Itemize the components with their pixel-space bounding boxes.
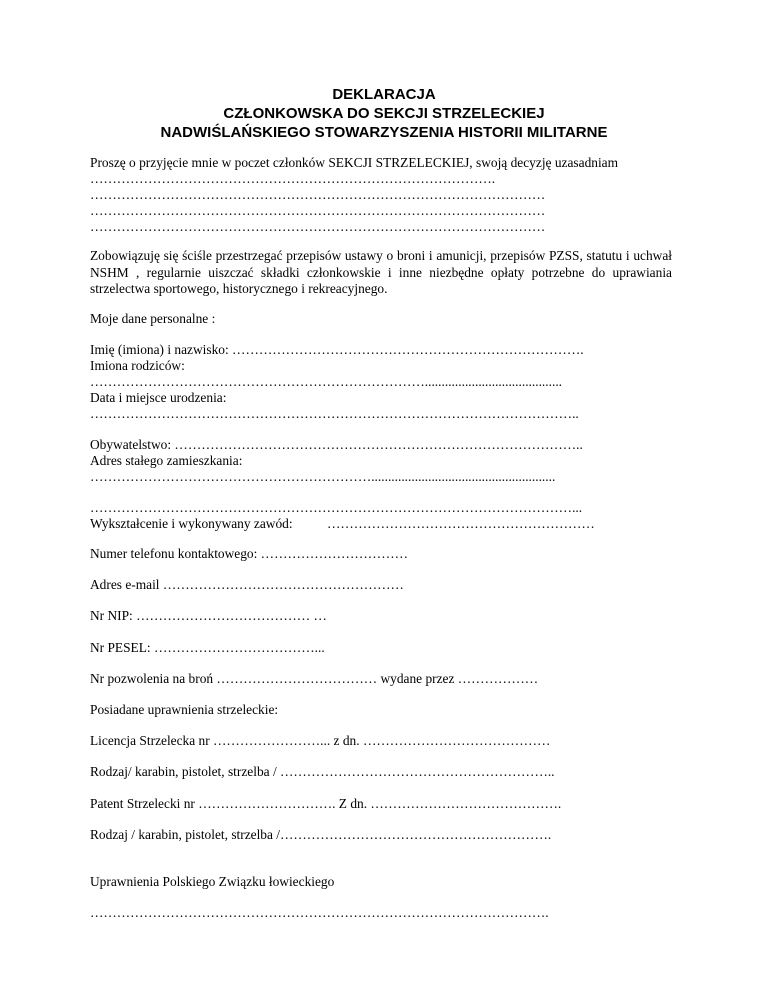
patent-type-field: Rodzaj / karabin, pistolet, strzelba /……………………………………………………. [90, 827, 552, 842]
title-line-3: NADWIŚLAŃSKIEGO STOWARZYSZENIA HISTORII MILITARNE [160, 124, 608, 141]
phone-field: Numer telefonu kontaktowego: …………………………… [90, 546, 408, 561]
birth-dots: ……………………………………………………………………………………………….. [90, 406, 579, 421]
intro-text: Proszę o przyjęcie mnie w poczet członków SEKCJI STRZELECKIEJ, swoją decyzję uzasadniam [90, 155, 619, 170]
address-label: Adres stałego zamieszkania: [90, 453, 243, 468]
email-field: Adres e-mail ……………………………………………… [90, 577, 404, 592]
education-label: Wykształcenie i wykonywany zawód: [90, 516, 293, 531]
name-field: Imię (imiona) i nazwisko: ……………………………………………………………………. [90, 342, 584, 357]
hunting-dots: …………………………………………………………………………………………. [90, 905, 549, 920]
parents-label: Imiona rodziców: [90, 358, 185, 373]
hunting-heading: Uprawnienia Polskiego Związku łowieckiego [90, 874, 335, 889]
title-line-2: CZŁONKOWSKA DO SEKCJI STRZELECKIEJ [223, 105, 545, 122]
personal-data-heading: Moje dane personalne : [90, 311, 216, 326]
commitment-paragraph: Zobowiązuję się ściśle przestrzegać przepisów ustawy o broni i amunicji, przepisów PZSS, statutu i uchwał NSHM , regularnie uiszczać składki członkowskie i inne niezbędne opłaty potrzebne do uprawiania strzelectwa sportowego, historycznego i rekreacyjnego. [90, 248, 672, 296]
address-dots: ………………………………………………………....................................................... [90, 469, 556, 484]
parents-dots: …………………………………………………………………......................................... [90, 374, 563, 389]
pesel-field: Nr PESEL: ………………………………... [90, 640, 325, 655]
birth-label: Data i miejsce urodzenia: [90, 390, 227, 405]
address-dots-2: ………………………………………………………………………………………………... [90, 500, 583, 515]
intro-dots-1: ………………………………………………………………………………. [90, 171, 496, 186]
intro-dots-2: ………………………………………………………………………………………… [90, 187, 546, 202]
license-type-field: Rodzaj/ karabin, pistolet, strzelba / …………………………………………………….. [90, 764, 555, 779]
intro-dots-3: ………………………………………………………………………………………… [90, 203, 546, 218]
nip-field: Nr NIP: ………………………………… … [90, 608, 327, 623]
shooting-license-field: Licencja Strzelecka nr ……………………... z dn. …………………………………… [90, 733, 551, 748]
intro-dots-4: ………………………………………………………………………………………… [90, 219, 546, 234]
weapon-permit-field: Nr pozwolenia na broń ……………………………… wydane przez ……………… [90, 671, 539, 686]
qualifications-heading: Posiadane uprawnienia strzeleckie: [90, 702, 279, 717]
shooting-patent-field: Patent Strzelecki nr …………………………. Z dn. ……………………………………. [90, 796, 562, 811]
education-dots: …………………………………………………… [327, 516, 595, 531]
citizenship-field: Obywatelstwo: ……………………………………………………………………………….. [90, 437, 583, 452]
title-line-1: DEKLARACJA [332, 86, 436, 103]
